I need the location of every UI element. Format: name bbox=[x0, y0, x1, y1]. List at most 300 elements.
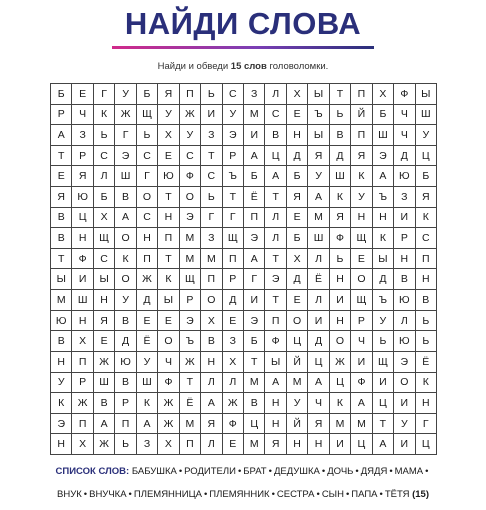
grid-cell[interactable]: Ш bbox=[330, 166, 351, 187]
grid-cell[interactable]: У bbox=[137, 352, 158, 373]
grid-cell[interactable]: Ч bbox=[158, 352, 179, 373]
grid-cell[interactable]: В bbox=[416, 290, 437, 311]
grid-cell[interactable]: Т bbox=[330, 84, 351, 105]
grid-cell[interactable]: М bbox=[180, 249, 201, 270]
grid-cell[interactable]: Э bbox=[244, 228, 265, 249]
grid-cell[interactable]: Р bbox=[180, 290, 201, 311]
grid-cell[interactable]: В bbox=[94, 393, 115, 414]
grid-cell[interactable]: Ж bbox=[180, 352, 201, 373]
grid-cell[interactable]: З bbox=[201, 228, 222, 249]
grid-cell[interactable]: Н bbox=[330, 311, 351, 332]
grid-cell[interactable]: З bbox=[201, 125, 222, 146]
grid-cell[interactable]: О bbox=[394, 373, 415, 394]
grid-cell[interactable]: А bbox=[308, 187, 329, 208]
grid-cell[interactable]: Л bbox=[265, 228, 286, 249]
grid-cell[interactable]: О bbox=[351, 269, 372, 290]
grid-cell[interactable]: Ж bbox=[115, 105, 136, 126]
grid-cell[interactable]: Е bbox=[137, 311, 158, 332]
grid-cell[interactable]: Щ bbox=[180, 269, 201, 290]
grid-cell[interactable]: У bbox=[180, 125, 201, 146]
grid-cell[interactable]: М bbox=[287, 373, 308, 394]
grid-cell[interactable]: Я bbox=[308, 146, 329, 167]
grid-cell[interactable]: П bbox=[244, 208, 265, 229]
grid-cell[interactable]: З bbox=[137, 434, 158, 455]
grid-cell[interactable]: Н bbox=[287, 125, 308, 146]
grid-cell[interactable]: У bbox=[416, 125, 437, 146]
grid-cell[interactable]: Я bbox=[308, 414, 329, 435]
grid-cell[interactable]: Г bbox=[223, 208, 244, 229]
grid-cell[interactable]: Т bbox=[265, 187, 286, 208]
grid-cell[interactable]: Ь bbox=[137, 125, 158, 146]
grid-cell[interactable]: Д bbox=[223, 290, 244, 311]
grid-cell[interactable]: Х bbox=[158, 125, 179, 146]
grid-cell[interactable]: Х bbox=[223, 352, 244, 373]
grid-cell[interactable]: Т bbox=[158, 249, 179, 270]
word-search-grid[interactable] bbox=[50, 83, 437, 455]
grid-cell[interactable]: Ц bbox=[416, 146, 437, 167]
grid-cell[interactable]: П bbox=[180, 84, 201, 105]
grid-cell[interactable]: Й bbox=[287, 352, 308, 373]
grid-cell[interactable]: У bbox=[394, 414, 415, 435]
grid-cell[interactable]: Ж bbox=[94, 352, 115, 373]
grid-cell[interactable]: Э bbox=[265, 269, 286, 290]
grid-cell[interactable]: Л bbox=[201, 373, 222, 394]
grid-cell[interactable]: Х bbox=[72, 434, 93, 455]
grid-cell[interactable]: Ъ bbox=[373, 187, 394, 208]
grid-cell[interactable]: Е bbox=[287, 208, 308, 229]
grid-cell[interactable]: М bbox=[308, 208, 329, 229]
grid-cell[interactable]: Й bbox=[287, 414, 308, 435]
grid-cell[interactable]: Н bbox=[201, 352, 222, 373]
grid-cell[interactable]: П bbox=[72, 352, 93, 373]
grid-cell[interactable]: Ю bbox=[72, 187, 93, 208]
grid-cell[interactable]: Я bbox=[94, 311, 115, 332]
grid-cell[interactable]: А bbox=[308, 373, 329, 394]
grid-cell[interactable]: Л bbox=[308, 290, 329, 311]
grid-cell[interactable]: К bbox=[94, 105, 115, 126]
grid-cell[interactable]: П bbox=[180, 434, 201, 455]
grid-cell[interactable]: Э bbox=[180, 208, 201, 229]
grid-cell[interactable]: Я bbox=[351, 146, 372, 167]
grid-cell[interactable]: Х bbox=[287, 84, 308, 105]
grid-cell[interactable]: И bbox=[330, 434, 351, 455]
grid-cell[interactable]: Ц bbox=[265, 146, 286, 167]
grid-cell[interactable]: Е bbox=[158, 146, 179, 167]
grid-cell[interactable]: Х bbox=[158, 434, 179, 455]
grid-cell[interactable]: Б bbox=[244, 331, 265, 352]
grid-cell[interactable]: Ё bbox=[308, 269, 329, 290]
grid-cell[interactable]: Ш bbox=[416, 105, 437, 126]
grid-cell[interactable]: Ы bbox=[94, 269, 115, 290]
grid-cell[interactable]: Т bbox=[265, 290, 286, 311]
grid-cell[interactable]: С bbox=[416, 228, 437, 249]
grid-cell[interactable]: Я bbox=[287, 187, 308, 208]
grid-cell[interactable]: Я bbox=[201, 414, 222, 435]
grid-cell[interactable]: В bbox=[330, 125, 351, 146]
grid-cell[interactable]: Ч bbox=[394, 105, 415, 126]
grid-cell[interactable]: М bbox=[351, 414, 372, 435]
grid-cell[interactable]: Б bbox=[244, 166, 265, 187]
grid-cell[interactable]: Н bbox=[51, 352, 72, 373]
grid-cell[interactable]: Н bbox=[330, 269, 351, 290]
grid-cell[interactable]: О bbox=[115, 269, 136, 290]
grid-cell[interactable]: Н bbox=[51, 434, 72, 455]
grid-cell[interactable]: Ы bbox=[158, 290, 179, 311]
grid-cell[interactable]: Э bbox=[244, 311, 265, 332]
grid-cell[interactable]: А bbox=[201, 393, 222, 414]
grid-cell[interactable]: Г bbox=[94, 84, 115, 105]
grid-cell[interactable]: Т bbox=[201, 146, 222, 167]
grid-cell[interactable]: Ф bbox=[330, 228, 351, 249]
grid-cell[interactable]: Д bbox=[308, 331, 329, 352]
grid-cell[interactable]: Й bbox=[351, 105, 372, 126]
grid-cell[interactable]: О bbox=[158, 331, 179, 352]
grid-cell[interactable]: Е bbox=[351, 249, 372, 270]
grid-cell[interactable]: Л bbox=[265, 84, 286, 105]
grid-cell[interactable]: П bbox=[351, 84, 372, 105]
grid-cell[interactable]: Я bbox=[330, 208, 351, 229]
grid-cell[interactable]: В bbox=[115, 187, 136, 208]
grid-cell[interactable]: Т bbox=[244, 352, 265, 373]
grid-cell[interactable]: Ф bbox=[72, 249, 93, 270]
grid-cell[interactable]: А bbox=[51, 125, 72, 146]
grid-cell[interactable]: Ц bbox=[72, 208, 93, 229]
grid-cell[interactable]: М bbox=[244, 434, 265, 455]
grid-cell[interactable]: Е bbox=[72, 84, 93, 105]
grid-cell[interactable]: М bbox=[244, 105, 265, 126]
grid-cell[interactable]: Ц bbox=[330, 373, 351, 394]
grid-cell[interactable]: И bbox=[373, 373, 394, 394]
grid-cell[interactable]: Е bbox=[287, 290, 308, 311]
grid-cell[interactable]: Э bbox=[51, 414, 72, 435]
grid-cell[interactable]: Я bbox=[416, 187, 437, 208]
grid-cell[interactable]: Ф bbox=[223, 414, 244, 435]
grid-cell[interactable]: П bbox=[158, 228, 179, 249]
grid-cell[interactable]: С bbox=[223, 84, 244, 105]
grid-cell[interactable]: Ы bbox=[265, 352, 286, 373]
grid-cell[interactable]: У bbox=[158, 105, 179, 126]
grid-cell[interactable]: Б bbox=[137, 84, 158, 105]
grid-cell[interactable]: А bbox=[265, 166, 286, 187]
grid-cell[interactable]: У bbox=[287, 393, 308, 414]
grid-cell[interactable]: Ф bbox=[265, 331, 286, 352]
grid-cell[interactable]: С bbox=[265, 105, 286, 126]
grid-cell[interactable]: П bbox=[265, 311, 286, 332]
grid-cell[interactable]: Г bbox=[244, 269, 265, 290]
grid-cell[interactable]: Р bbox=[351, 311, 372, 332]
grid-cell[interactable]: С bbox=[137, 146, 158, 167]
grid-cell[interactable]: О bbox=[201, 290, 222, 311]
grid-cell[interactable]: К bbox=[373, 228, 394, 249]
grid-cell[interactable]: Э bbox=[394, 352, 415, 373]
grid-cell[interactable]: Р bbox=[223, 269, 244, 290]
grid-cell[interactable]: И bbox=[244, 290, 265, 311]
grid-cell[interactable]: М bbox=[201, 249, 222, 270]
grid-cell[interactable]: В bbox=[51, 228, 72, 249]
grid-cell[interactable]: В bbox=[115, 311, 136, 332]
grid-cell[interactable]: У bbox=[373, 311, 394, 332]
grid-cell[interactable]: Ч bbox=[394, 125, 415, 146]
grid-cell[interactable]: Р bbox=[72, 373, 93, 394]
grid-cell[interactable]: Г bbox=[115, 125, 136, 146]
grid-cell[interactable]: Ф bbox=[180, 166, 201, 187]
grid-cell[interactable]: И bbox=[394, 393, 415, 414]
grid-cell[interactable]: Ъ bbox=[223, 166, 244, 187]
grid-cell[interactable]: Т bbox=[373, 414, 394, 435]
grid-cell[interactable]: У bbox=[51, 373, 72, 394]
grid-cell[interactable]: Щ bbox=[94, 228, 115, 249]
grid-cell[interactable]: Б bbox=[416, 166, 437, 187]
grid-cell[interactable]: П bbox=[115, 414, 136, 435]
grid-cell[interactable]: И bbox=[308, 311, 329, 332]
grid-cell[interactable]: Д bbox=[394, 146, 415, 167]
grid-cell[interactable]: А bbox=[373, 166, 394, 187]
grid-cell[interactable]: Т bbox=[51, 249, 72, 270]
grid-cell[interactable]: Р bbox=[115, 393, 136, 414]
grid-cell[interactable]: Н bbox=[373, 208, 394, 229]
grid-cell[interactable]: В bbox=[244, 393, 265, 414]
grid-cell[interactable]: Р bbox=[223, 146, 244, 167]
grid-cell[interactable]: Н bbox=[287, 434, 308, 455]
grid-cell[interactable]: Ь bbox=[373, 331, 394, 352]
grid-cell[interactable]: Н bbox=[265, 414, 286, 435]
grid-cell[interactable]: Л bbox=[94, 166, 115, 187]
grid-cell[interactable]: Ш bbox=[115, 166, 136, 187]
grid-cell[interactable]: Ы bbox=[308, 84, 329, 105]
grid-cell[interactable]: А bbox=[265, 373, 286, 394]
grid-cell[interactable]: У bbox=[308, 166, 329, 187]
grid-cell[interactable]: Т bbox=[223, 187, 244, 208]
grid-cell[interactable]: Р bbox=[72, 146, 93, 167]
grid-cell[interactable]: О bbox=[115, 228, 136, 249]
grid-cell[interactable]: Х bbox=[72, 331, 93, 352]
grid-cell[interactable]: Н bbox=[416, 393, 437, 414]
grid-cell[interactable]: А bbox=[244, 249, 265, 270]
grid-cell[interactable]: Д bbox=[137, 290, 158, 311]
grid-cell[interactable]: Ь bbox=[416, 331, 437, 352]
grid-cell[interactable]: Н bbox=[137, 228, 158, 249]
grid-cell[interactable]: Ц bbox=[351, 434, 372, 455]
grid-cell[interactable]: И bbox=[351, 352, 372, 373]
grid-cell[interactable]: В bbox=[265, 125, 286, 146]
grid-cell[interactable]: Ш bbox=[72, 290, 93, 311]
grid-cell[interactable]: Н bbox=[351, 208, 372, 229]
grid-cell[interactable]: Ч bbox=[72, 105, 93, 126]
grid-cell[interactable]: Э bbox=[115, 146, 136, 167]
grid-cell[interactable]: В bbox=[394, 269, 415, 290]
grid-cell[interactable]: М bbox=[180, 414, 201, 435]
grid-cell[interactable]: Ь bbox=[115, 434, 136, 455]
grid-cell[interactable]: Л bbox=[223, 373, 244, 394]
grid-cell[interactable]: А bbox=[373, 434, 394, 455]
grid-cell[interactable]: З bbox=[223, 331, 244, 352]
grid-cell[interactable]: Ю bbox=[115, 352, 136, 373]
grid-cell[interactable]: Ю bbox=[158, 166, 179, 187]
grid-cell[interactable]: С bbox=[137, 208, 158, 229]
grid-cell[interactable]: И bbox=[394, 208, 415, 229]
grid-cell[interactable]: И bbox=[72, 269, 93, 290]
grid-cell[interactable]: Ь bbox=[201, 84, 222, 105]
grid-cell[interactable]: Р bbox=[51, 105, 72, 126]
grid-cell[interactable]: Ь bbox=[330, 249, 351, 270]
grid-cell[interactable]: А bbox=[351, 393, 372, 414]
grid-cell[interactable]: О bbox=[180, 187, 201, 208]
grid-cell[interactable]: З bbox=[394, 187, 415, 208]
grid-cell[interactable]: Е bbox=[158, 311, 179, 332]
grid-cell[interactable]: Н bbox=[94, 290, 115, 311]
grid-cell[interactable]: Ю bbox=[394, 166, 415, 187]
grid-cell[interactable]: Ч bbox=[351, 331, 372, 352]
grid-cell[interactable]: Ъ bbox=[373, 290, 394, 311]
grid-cell[interactable]: И bbox=[244, 125, 265, 146]
grid-cell[interactable]: У bbox=[223, 105, 244, 126]
grid-cell[interactable]: Э bbox=[373, 146, 394, 167]
grid-cell[interactable]: Ц bbox=[287, 331, 308, 352]
grid-cell[interactable]: В bbox=[51, 331, 72, 352]
grid-cell[interactable]: О bbox=[287, 311, 308, 332]
grid-cell[interactable]: Ъ bbox=[180, 331, 201, 352]
grid-cell[interactable]: Ё bbox=[137, 331, 158, 352]
grid-cell[interactable]: К bbox=[51, 393, 72, 414]
grid-cell[interactable]: Ь bbox=[416, 311, 437, 332]
grid-cell[interactable]: Б bbox=[287, 166, 308, 187]
grid-cell[interactable]: М bbox=[180, 228, 201, 249]
grid-cell[interactable]: Щ bbox=[351, 290, 372, 311]
grid-cell[interactable]: У bbox=[115, 290, 136, 311]
grid-cell[interactable]: Б bbox=[51, 84, 72, 105]
grid-cell[interactable]: Ж bbox=[158, 393, 179, 414]
grid-cell[interactable]: Ы bbox=[373, 249, 394, 270]
grid-cell[interactable]: Л bbox=[308, 249, 329, 270]
grid-cell[interactable]: Ё bbox=[416, 352, 437, 373]
grid-cell[interactable]: Е bbox=[94, 331, 115, 352]
grid-cell[interactable]: Ъ bbox=[308, 105, 329, 126]
grid-cell[interactable]: П bbox=[72, 414, 93, 435]
grid-cell[interactable]: П bbox=[416, 249, 437, 270]
grid-cell[interactable]: Щ bbox=[223, 228, 244, 249]
grid-cell[interactable]: К bbox=[416, 208, 437, 229]
grid-cell[interactable]: Ф bbox=[158, 373, 179, 394]
grid-cell[interactable]: Ц bbox=[308, 352, 329, 373]
grid-cell[interactable]: Ь bbox=[201, 187, 222, 208]
grid-cell[interactable]: Ш bbox=[308, 228, 329, 249]
grid-cell[interactable]: Ы bbox=[308, 125, 329, 146]
grid-cell[interactable]: Ы bbox=[51, 269, 72, 290]
grid-cell[interactable]: Е bbox=[223, 311, 244, 332]
grid-cell[interactable]: К bbox=[158, 269, 179, 290]
grid-cell[interactable]: А bbox=[94, 414, 115, 435]
grid-cell[interactable]: З bbox=[244, 84, 265, 105]
grid-cell[interactable]: Д bbox=[287, 146, 308, 167]
grid-cell[interactable]: Ш bbox=[373, 125, 394, 146]
grid-cell[interactable]: А bbox=[115, 208, 136, 229]
grid-cell[interactable]: Ь bbox=[94, 125, 115, 146]
grid-cell[interactable]: Д bbox=[287, 269, 308, 290]
grid-cell[interactable]: У bbox=[351, 187, 372, 208]
grid-cell[interactable]: Е bbox=[223, 434, 244, 455]
grid-cell[interactable]: Д bbox=[330, 146, 351, 167]
grid-cell[interactable]: Ю bbox=[394, 331, 415, 352]
grid-cell[interactable]: Х bbox=[287, 249, 308, 270]
grid-cell[interactable]: Н bbox=[158, 208, 179, 229]
grid-cell[interactable]: Ц bbox=[416, 434, 437, 455]
grid-cell[interactable]: Г bbox=[416, 414, 437, 435]
grid-cell[interactable]: С bbox=[201, 166, 222, 187]
grid-cell[interactable]: Х bbox=[201, 311, 222, 332]
grid-cell[interactable]: З bbox=[72, 125, 93, 146]
grid-cell[interactable]: Ж bbox=[330, 352, 351, 373]
grid-cell[interactable]: Т bbox=[158, 187, 179, 208]
grid-cell[interactable]: Ю bbox=[51, 311, 72, 332]
grid-cell[interactable]: Л bbox=[265, 208, 286, 229]
grid-cell[interactable]: Ж bbox=[94, 434, 115, 455]
grid-cell[interactable]: Г bbox=[137, 166, 158, 187]
grid-cell[interactable]: Ж bbox=[137, 269, 158, 290]
grid-cell[interactable]: Д bbox=[115, 331, 136, 352]
grid-cell[interactable]: С bbox=[94, 249, 115, 270]
grid-cell[interactable]: К bbox=[351, 166, 372, 187]
grid-cell[interactable]: Т bbox=[180, 373, 201, 394]
grid-cell[interactable]: Я bbox=[158, 84, 179, 105]
grid-cell[interactable]: М bbox=[51, 290, 72, 311]
grid-cell[interactable]: Т bbox=[51, 146, 72, 167]
grid-cell[interactable]: В bbox=[115, 373, 136, 394]
grid-cell[interactable]: В bbox=[51, 208, 72, 229]
grid-cell[interactable]: Ь bbox=[330, 105, 351, 126]
grid-cell[interactable]: Б bbox=[287, 228, 308, 249]
grid-cell[interactable]: Э bbox=[223, 125, 244, 146]
grid-cell[interactable]: П bbox=[351, 125, 372, 146]
grid-cell[interactable]: П bbox=[137, 249, 158, 270]
grid-cell[interactable]: Ж bbox=[158, 414, 179, 435]
grid-cell[interactable]: Я bbox=[72, 166, 93, 187]
grid-cell[interactable]: П bbox=[201, 269, 222, 290]
grid-cell[interactable]: Л bbox=[394, 311, 415, 332]
grid-cell[interactable]: Э bbox=[180, 311, 201, 332]
grid-cell[interactable]: М bbox=[244, 373, 265, 394]
grid-cell[interactable]: Н bbox=[394, 249, 415, 270]
grid-cell[interactable]: Щ bbox=[137, 105, 158, 126]
grid-cell[interactable]: Ё bbox=[180, 393, 201, 414]
grid-cell[interactable]: К bbox=[416, 373, 437, 394]
grid-cell[interactable]: Ц bbox=[244, 414, 265, 435]
grid-cell[interactable]: Ч bbox=[308, 393, 329, 414]
grid-cell[interactable]: Щ bbox=[351, 228, 372, 249]
grid-cell[interactable]: Ц bbox=[373, 393, 394, 414]
grid-cell[interactable]: Ж bbox=[72, 393, 93, 414]
grid-cell[interactable]: Д bbox=[373, 269, 394, 290]
grid-cell[interactable]: В bbox=[201, 331, 222, 352]
grid-cell[interactable]: Щ bbox=[373, 352, 394, 373]
grid-cell[interactable]: П bbox=[223, 249, 244, 270]
grid-cell[interactable]: И bbox=[201, 105, 222, 126]
grid-cell[interactable]: Н bbox=[416, 269, 437, 290]
grid-cell[interactable]: Ж bbox=[180, 105, 201, 126]
grid-cell[interactable]: Б bbox=[94, 187, 115, 208]
grid-cell[interactable]: Б bbox=[373, 105, 394, 126]
grid-cell[interactable]: К bbox=[137, 393, 158, 414]
grid-cell[interactable]: Ш bbox=[94, 373, 115, 394]
grid-cell[interactable]: Н bbox=[72, 311, 93, 332]
grid-cell[interactable]: О bbox=[137, 187, 158, 208]
grid-cell[interactable]: Я bbox=[51, 187, 72, 208]
grid-cell[interactable]: А bbox=[137, 414, 158, 435]
grid-cell[interactable]: И bbox=[330, 290, 351, 311]
grid-cell[interactable]: Ю bbox=[394, 290, 415, 311]
grid-cell[interactable]: Н bbox=[72, 228, 93, 249]
grid-cell[interactable]: С bbox=[180, 146, 201, 167]
grid-cell[interactable]: Ы bbox=[416, 84, 437, 105]
